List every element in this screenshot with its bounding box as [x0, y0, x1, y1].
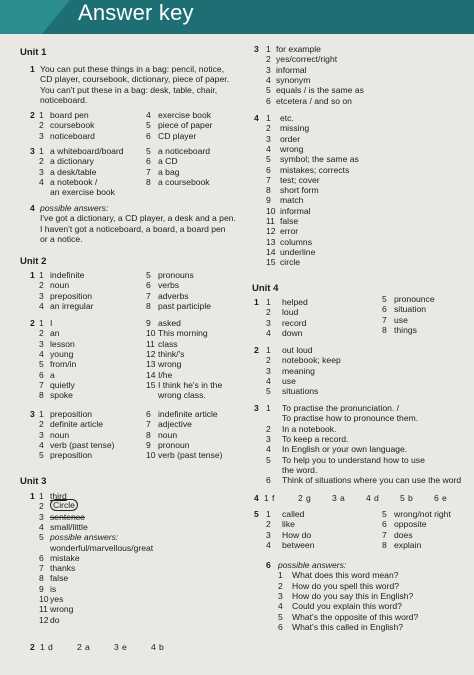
unit-4-ex5-item-number: 2 [266, 519, 271, 530]
unit-2-ex2b-item-number: 10 [146, 328, 156, 339]
unit-1-ex3b-answer: a noticeboard [158, 146, 211, 156]
unit-2-ex1b-item-number: 7 [146, 290, 151, 301]
unit-3-ex2-answer: b [159, 642, 164, 652]
unit-2-ex3b-item-number: 7 [146, 419, 151, 430]
unit-2-ex2-answer: young [50, 348, 74, 359]
unit-1-ex1-answer: You can't put these in a bag: desk, table, chair, [40, 84, 218, 95]
unit-2-ex2b-item-number: 14 [146, 369, 156, 380]
unit-3-ex1-answer: third [50, 491, 67, 501]
unit-4-ex1b-item-number: 7 [382, 314, 387, 325]
unit-2-ex3b-answer: pronoun [158, 439, 190, 450]
unit-2-ex1b-item-number: 6 [146, 280, 151, 291]
unit-1-ex3-item-number: 1 [39, 146, 44, 156]
unit-2-ex3-exercise-number: 3 [30, 409, 35, 419]
unit-4-ex6-item-number: 1 [278, 570, 283, 581]
unit-1-ex4-answer: I've got a dictionary, a CD player, a desk and a pen. [40, 213, 236, 224]
unit-2-ex3-item-number: 4 [39, 439, 44, 450]
unit-2-ex2-answer: I [50, 318, 53, 328]
unit-3-ex1-item-number: 7 [39, 563, 44, 574]
unit-3-ex4-exercise-number: 4 [254, 113, 259, 123]
unit-3-ex1-item-number: 6 [39, 552, 44, 563]
unit-4-ex1-answer: helped [282, 297, 308, 307]
unit-1-ex4-answer: or a notice. [40, 233, 83, 244]
unit-4-ex5-answer: between [282, 539, 315, 550]
unit-4-ex3-item-number: 6 [266, 475, 271, 486]
unit-2-ex1-item-number: 2 [39, 280, 44, 291]
unit-2-ex2-item-number: 7 [39, 379, 44, 390]
unit-2-ex3-item-number: 1 [39, 409, 44, 419]
unit-3-ex1-item-number: 5 [39, 532, 44, 543]
unit-2-ex1b-item-number: 5 [146, 270, 151, 280]
unit-1-ex3-answer: a whiteboard/board [50, 146, 124, 156]
unit-1-ex3-answer: a notebook / [50, 176, 98, 187]
unit-2-ex1-item-number: 3 [39, 290, 44, 301]
unit-4-ex1-item-number: 2 [266, 307, 271, 318]
unit-4-heading: Unit 4 [252, 283, 279, 294]
unit-2-ex2b-answer: class [158, 338, 178, 349]
unit-2-ex1-answer: noun [50, 280, 70, 291]
unit-3-ex1-answer: mistake [50, 552, 80, 563]
unit-3-ex2-item-number: 2 [77, 642, 82, 652]
unit-2-ex1b-answer: past participle [158, 300, 212, 311]
unit-3-ex4-answer: columns [280, 236, 312, 247]
unit-1-ex3-item-number: 3 [39, 166, 44, 177]
unit-1-ex2-exercise-number: 2 [30, 110, 35, 120]
unit-4-ex4-answer: f [272, 493, 275, 503]
unit-3-ex4-item-number: 11 [266, 216, 275, 226]
exercise-number: 1 [30, 64, 35, 74]
unit-1-ex3-exercise-number: 3 [30, 146, 35, 156]
unit-3-ex4-item-number: 15 [266, 257, 276, 268]
unit-4-ex6-item-number: 2 [278, 580, 283, 591]
unit-3-ex3-item-number: 1 [266, 44, 271, 54]
unit-2-ex3-answer: verb (past tense) [50, 439, 115, 450]
unit-4-ex2-item-number: 1 [266, 345, 271, 355]
unit-4-ex1b-item-number: 5 [382, 294, 387, 304]
unit-1-heading: Unit 1 [20, 47, 47, 58]
unit-2-ex3-answer: preposition [50, 450, 93, 461]
unit-4-ex2-answer: out loud [282, 345, 313, 355]
unit-4-ex3-answer: the word. [282, 464, 318, 475]
unit-3-ex2-answer: e [122, 642, 127, 652]
unit-3-ex3-item-number: 3 [266, 64, 271, 75]
unit-2-ex2-item-number: 8 [39, 390, 44, 401]
unit-4-ex4-exercise-number: 4 [254, 493, 259, 503]
unit-4-ex3-item-number: 5 [266, 454, 271, 465]
unit-3-ex4-item-number: 8 [266, 185, 271, 196]
unit-3-ex2-exercise-number: 2 [30, 642, 35, 652]
unit-2-ex3b-answer: indefinite article [158, 409, 218, 419]
unit-4-ex4-answer: g [306, 493, 311, 503]
unit-2-ex3b-item-number: 10 [146, 450, 156, 461]
unit-3-ex3-answer: yes/correct/right [276, 54, 338, 65]
unit-4-ex1b-item-number: 8 [382, 324, 387, 335]
unit-4-ex3-answer: Think of situations where you can use the word [282, 475, 462, 486]
unit-4-ex1b-answer: things [394, 324, 417, 335]
unit-4-ex5-answer: like [282, 519, 295, 530]
unit-2-ex2-answer: an [50, 328, 60, 339]
unit-4-ex1-item-number: 3 [266, 317, 271, 328]
unit-2-heading: Unit 2 [20, 256, 47, 267]
unit-2-ex2b-item-number: 9 [146, 318, 151, 328]
unit-4-ex5-item-number: 4 [266, 539, 271, 550]
unit-4-ex5b-item-number: 7 [382, 529, 387, 540]
unit-2-ex1-item-number: 1 [39, 270, 44, 280]
unit-4-ex1-answer: record [282, 317, 307, 328]
unit-4-ex5-item-number: 3 [266, 529, 271, 540]
unit-2-ex1-item-number: 4 [39, 300, 44, 311]
unit-4-ex4-answer: b [408, 493, 413, 503]
unit-2-ex3-answer: preposition [50, 409, 93, 419]
unit-2-ex1b-answer: pronouns [158, 270, 194, 280]
unit-2-ex3-item-number: 2 [39, 419, 44, 430]
unit-3-ex4-answer: circle [280, 257, 301, 268]
unit-4-ex2-item-number: 4 [266, 375, 271, 386]
unit-2-ex2b-answer: I think he's in the [158, 379, 223, 390]
unit-1-ex2-item-number: 2 [39, 120, 44, 131]
unit-2-ex3b-item-number: 8 [146, 429, 151, 440]
unit-1-ex2b-answer: CD player [158, 130, 197, 141]
unit-2-ex3-answer: noun [50, 429, 70, 440]
unit-4-ex3-answer: To help you to understand how to use [282, 454, 425, 465]
unit-4-ex5-exercise-number: 5 [254, 509, 259, 519]
unit-1-ex3b-item-number: 7 [146, 166, 151, 177]
unit-3-ex4-item-number: 7 [266, 174, 271, 185]
unit-1-ex2-answer: noticeboard [50, 130, 95, 141]
unit-4-ex3-item-number: 1 [266, 403, 271, 413]
unit-4-ex5b-item-number: 5 [382, 509, 387, 519]
unit-2-ex3b-answer: adjective [158, 419, 192, 430]
unit-2-ex2b-answer: This morning [158, 328, 208, 339]
unit-1-ex3-answer: a dictionary [50, 156, 94, 167]
unit-4-ex5b-answer: opposite [394, 519, 427, 530]
unit-4-ex2-answer: situations [282, 386, 319, 397]
unit-3-ex4-answer: etc. [280, 113, 294, 123]
unit-4-ex2-item-number: 3 [266, 365, 271, 376]
unit-2-ex3-answer: definite article [50, 419, 104, 430]
unit-3-ex3-answer: equals / is the same as [276, 85, 364, 96]
unit-3-ex4-answer: test; cover [280, 174, 320, 185]
unit-4-ex6-answer: Could you explain this word? [292, 601, 402, 612]
unit-2-ex2-item-number: 6 [39, 369, 44, 380]
unit-3-ex4-item-number: 4 [266, 143, 271, 154]
unit-2-ex2-item-number: 5 [39, 359, 44, 370]
unit-3-ex1-answer: yes [50, 594, 64, 604]
circled-word: Circle [50, 499, 78, 511]
unit-3-ex3-exercise-number: 3 [254, 44, 259, 54]
unit-4-ex3-answer: To keep a record. [282, 433, 349, 444]
unit-4-ex2-answer: use [282, 375, 296, 386]
unit-2-ex2b-item-number: 15 [146, 379, 156, 390]
unit-1-ex2b-item-number: 6 [146, 130, 151, 141]
unit-4-ex3-item-number: 2 [266, 423, 271, 434]
unit-3-ex2-answer: d [48, 642, 53, 652]
unit-4-ex3-answer: In English or your own language. [282, 444, 408, 455]
unit-1-ex3b-answer: a bag [158, 166, 180, 177]
unit-2-ex2-item-number: 1 [39, 318, 44, 328]
unit-4-ex6-item-number: 3 [278, 590, 283, 601]
unit-3-ex1-item-number: 12 [39, 614, 49, 625]
unit-4-ex1-answer: down [282, 327, 303, 338]
unit-3-ex1-item-number: 11 [39, 604, 48, 615]
unit-3-ex1-answer: thanks [50, 563, 76, 574]
unit-3-ex2-answer: a [85, 642, 90, 652]
unit-3-ex4-item-number: 3 [266, 133, 271, 144]
unit-3-ex3-item-number: 5 [266, 85, 271, 96]
unit-1-ex3-item-number: 4 [39, 176, 44, 187]
banner-decoration [0, 0, 70, 34]
unit-4-ex4-item-number: 5 [400, 493, 405, 503]
unit-4-ex4-item-number: 4 [366, 493, 371, 503]
unit-4-ex2-exercise-number: 2 [254, 345, 259, 355]
unit-4-ex1-item-number: 1 [266, 297, 271, 307]
unit-2-ex1-answer: an irregular [50, 300, 94, 311]
unit-3-ex4-answer: mistakes; corrects [280, 164, 350, 175]
unit-2-ex3b-answer: noun [158, 429, 178, 440]
unit-4-ex5b-answer: explain [394, 539, 422, 550]
unit-2-ex2b-item-number: 13 [146, 359, 156, 370]
unit-2-ex2-answer: quietly [50, 379, 75, 390]
unit-3-ex4-item-number: 14 [266, 246, 276, 257]
unit-1-ex2b-item-number: 4 [146, 110, 151, 120]
unit-1-ex4-label: possible answers: [40, 203, 109, 213]
unit-4-ex6-answer: How do you spell this word? [292, 580, 399, 591]
unit-3-ex4-answer: false [280, 216, 299, 226]
unit-2-ex2b-answer: asked [158, 318, 181, 328]
unit-2-ex2-answer: spoke [50, 390, 73, 401]
unit-4-ex1b-answer: situation [394, 304, 427, 315]
unit-4-ex6-item-number: 6 [278, 621, 283, 632]
unit-3-ex4-item-number: 13 [266, 236, 276, 247]
unit-3-ex2-item-number: 1 [40, 642, 45, 652]
unit-4-ex5-item-number: 1 [266, 509, 271, 519]
unit-2-ex2b-item-number: 12 [146, 348, 156, 359]
unit-3-ex1-answer: wonderful/marvellous/great [50, 542, 154, 553]
unit-3-ex3-item-number: 6 [266, 95, 271, 106]
unit-4-ex4-item-number: 1 [264, 493, 269, 503]
unit-3-ex4-item-number: 5 [266, 154, 271, 165]
unit-4-ex1-item-number: 4 [266, 327, 271, 338]
unit-1-ex2b-item-number: 5 [146, 120, 151, 131]
unit-3-ex4-answer: underline [280, 246, 316, 257]
unit-4-ex5-answer: called [282, 509, 305, 519]
unit-3-ex4-item-number: 10 [266, 205, 276, 216]
unit-2-ex3b-answer: verb (past tense) [158, 450, 223, 461]
unit-3-ex1-answer: small/little [50, 521, 88, 532]
unit-1-ex3-answer: an exercise book [50, 187, 115, 198]
unit-4-ex1-answer: loud [282, 307, 299, 318]
unit-4-ex1b-answer: use [394, 314, 408, 325]
unit-3-ex1-item-number: 8 [39, 573, 44, 584]
unit-3-ex1-answer: wrong [50, 604, 74, 615]
page-title: Answer key [78, 0, 194, 25]
unit-1-ex2-item-number: 1 [39, 110, 44, 120]
unit-2-ex1-exercise-number: 1 [30, 270, 35, 280]
unit-3-ex4-answer: symbol; the same as [280, 154, 359, 165]
unit-2-ex1b-answer: verbs [158, 280, 180, 291]
unit-1-ex1-answer: noticeboard. [40, 94, 88, 105]
unit-3-ex3-answer: synonym [276, 74, 311, 85]
unit-2-ex2b-answer: I/he [158, 369, 173, 380]
unit-1-ex2b-answer: exercise book [158, 110, 212, 120]
unit-3-ex1-answer: sentence [50, 511, 85, 522]
unit-3-ex1-item-number: 9 [39, 583, 44, 594]
unit-3-ex1-item-number: 1 [39, 491, 44, 501]
unit-4-ex5b-item-number: 8 [382, 539, 387, 550]
unit-1-ex4-answer: I haven't got a noticeboard, a board, a board pen [40, 223, 226, 234]
unit-3-ex4-answer: short form [280, 185, 319, 196]
unit-2-ex1-answer: indefinite [50, 270, 85, 280]
unit-3-ex1-item-number: 4 [39, 521, 44, 532]
unit-2-ex1b-item-number: 8 [146, 300, 151, 311]
unit-2-ex1-answer: preposition [50, 290, 93, 301]
unit-3-ex1-answer: do [50, 614, 60, 625]
unit-4-ex6-answer: possible answers: [278, 560, 347, 570]
unit-3-ex4-answer: error [280, 226, 299, 237]
unit-4-ex4-item-number: 6 [434, 493, 439, 503]
unit-4-ex3-item-number: 3 [266, 433, 271, 444]
unit-4-ex6-item-number: 4 [278, 601, 283, 612]
unit-4-ex5b-item-number: 6 [382, 519, 387, 530]
unit-1-ex3-answer: a desk/table [50, 166, 97, 177]
unit-1-ex3b-item-number: 5 [146, 146, 151, 156]
unit-4-ex1b-item-number: 6 [382, 304, 387, 315]
unit-4-ex3-answer: In a notebook. [282, 423, 337, 434]
unit-4-ex6-answer: What's the opposite of this word? [292, 611, 419, 622]
unit-2-ex3b-item-number: 9 [146, 439, 151, 450]
unit-4-ex2-item-number: 2 [266, 355, 271, 366]
unit-2-ex2b-item-number: 11 [146, 338, 155, 349]
unit-3-ex1-exercise-number: 1 [30, 491, 35, 501]
unit-3-ex1-item-number: 10 [39, 594, 49, 604]
unit-4-ex6-answer: How do you say this in English? [292, 590, 414, 601]
unit-1-ex1-answer: You can put these things in a bag: pencil, notice, [40, 64, 225, 74]
unit-2-ex2-answer: a [50, 369, 55, 380]
unit-3-ex4-answer: missing [280, 123, 310, 134]
unit-4-ex4-answer: d [374, 493, 379, 503]
unit-1-ex3-item-number: 2 [39, 156, 44, 167]
unit-1-ex1-answer: CD player, coursebook, dictionary, piece of paper. [40, 74, 230, 85]
unit-1-ex3b-answer: a CD [158, 156, 178, 167]
unit-4-ex6-answer: What does this word mean? [292, 570, 399, 581]
unit-2-ex2-item-number: 3 [39, 338, 44, 349]
unit-4-ex2-answer: meaning [282, 365, 315, 376]
unit-2-ex2-item-number: 4 [39, 348, 44, 359]
unit-3-ex2-item-number: 3 [114, 642, 119, 652]
unit-2-ex3-item-number: 5 [39, 450, 44, 461]
unit-3-ex4-item-number: 2 [266, 123, 271, 134]
unit-2-ex2-item-number: 2 [39, 328, 44, 339]
unit-4-ex4-item-number: 3 [332, 493, 337, 503]
unit-3-ex4-item-number: 1 [266, 113, 271, 123]
unit-4-ex4-item-number: 2 [298, 493, 303, 503]
unit-1-ex3b-answer: a coursebook [158, 176, 210, 187]
unit-3-ex4-answer: order [280, 133, 301, 144]
unit-4-ex6-answer: What's this called in English? [292, 621, 404, 632]
unit-4-ex1b-answer: pronounce [394, 294, 435, 304]
unit-3-ex4-item-number: 12 [266, 226, 276, 237]
unit-3-ex4-answer: wrong [280, 143, 304, 154]
unit-3-heading: Unit 3 [20, 476, 47, 487]
unit-4-ex2-answer: notebook; keep [282, 355, 341, 366]
unit-1-ex2-answer: coursebook [50, 120, 95, 131]
unit-2-ex2-exercise-number: 2 [30, 318, 35, 328]
unit-4-ex5b-answer: does [394, 529, 413, 540]
unit-2-ex3-item-number: 3 [39, 429, 44, 440]
unit-4-ex6-exercise-number: 6 [266, 560, 271, 570]
header-banner [0, 0, 474, 34]
unit-4-ex3-answer: To practise how to pronounce them. [282, 413, 419, 424]
unit-4-ex5b-answer: wrong/not right [394, 509, 451, 519]
unit-3-ex4-answer: match [280, 195, 304, 206]
unit-3-ex1-answer [50, 500, 78, 510]
unit-3-ex3-item-number: 2 [266, 54, 271, 65]
unit-4-ex4-answer: a [340, 493, 345, 503]
unit-4-ex5-answer: How do [282, 529, 312, 540]
unit-4-ex1-exercise-number: 1 [254, 297, 259, 307]
unit-2-ex2b-answer: think/'s [158, 348, 185, 359]
unit-3-ex4-answer: informal [280, 205, 311, 216]
unit-2-ex2b-answer: wrong class. [158, 390, 206, 401]
unit-3-ex2-item-number: 4 [151, 642, 156, 652]
unit-3-ex4-item-number: 9 [266, 195, 271, 206]
unit-3-ex1-item-number: 2 [39, 501, 44, 512]
unit-3-ex1-item-number: 3 [39, 511, 44, 522]
unit-3-ex1-answer: possible answers: [50, 532, 119, 543]
unit-1-ex2-item-number: 3 [39, 130, 44, 141]
unit-1-ex3b-item-number: 6 [146, 156, 151, 167]
unit-3-ex3-answer: informal [276, 64, 307, 75]
unit-3-ex4-item-number: 6 [266, 164, 271, 175]
unit-2-ex2-answer: lesson [50, 338, 75, 349]
unit-4-ex4-answer: e [442, 493, 447, 503]
unit-4-ex3-answer: To practise the pronunciation. / [282, 403, 400, 413]
unit-4-ex3-exercise-number: 3 [254, 403, 259, 413]
unit-3-ex1-answer: is [50, 583, 57, 594]
unit-2-ex2b-answer: wrong [158, 359, 182, 370]
unit-2-ex3b-item-number: 6 [146, 409, 151, 419]
exercise-number: 4 [30, 203, 35, 213]
unit-3-ex3-answer: for example [276, 44, 321, 54]
unit-4-ex2-item-number: 5 [266, 386, 271, 397]
unit-4-ex3-item-number: 4 [266, 444, 271, 455]
unit-1-ex2-answer: board pen [50, 110, 89, 120]
unit-1-ex2b-answer: piece of paper [158, 120, 213, 131]
unit-2-ex2-answer: from/in [50, 359, 77, 370]
unit-1-ex3b-item-number: 8 [146, 176, 151, 187]
unit-3-ex1-answer: false [50, 573, 69, 584]
unit-3-ex3-item-number: 4 [266, 74, 271, 85]
unit-4-ex6-item-number: 5 [278, 611, 283, 622]
unit-3-ex3-answer: etcetera / and so on [276, 95, 352, 106]
unit-2-ex1b-answer: adverbs [158, 290, 189, 301]
